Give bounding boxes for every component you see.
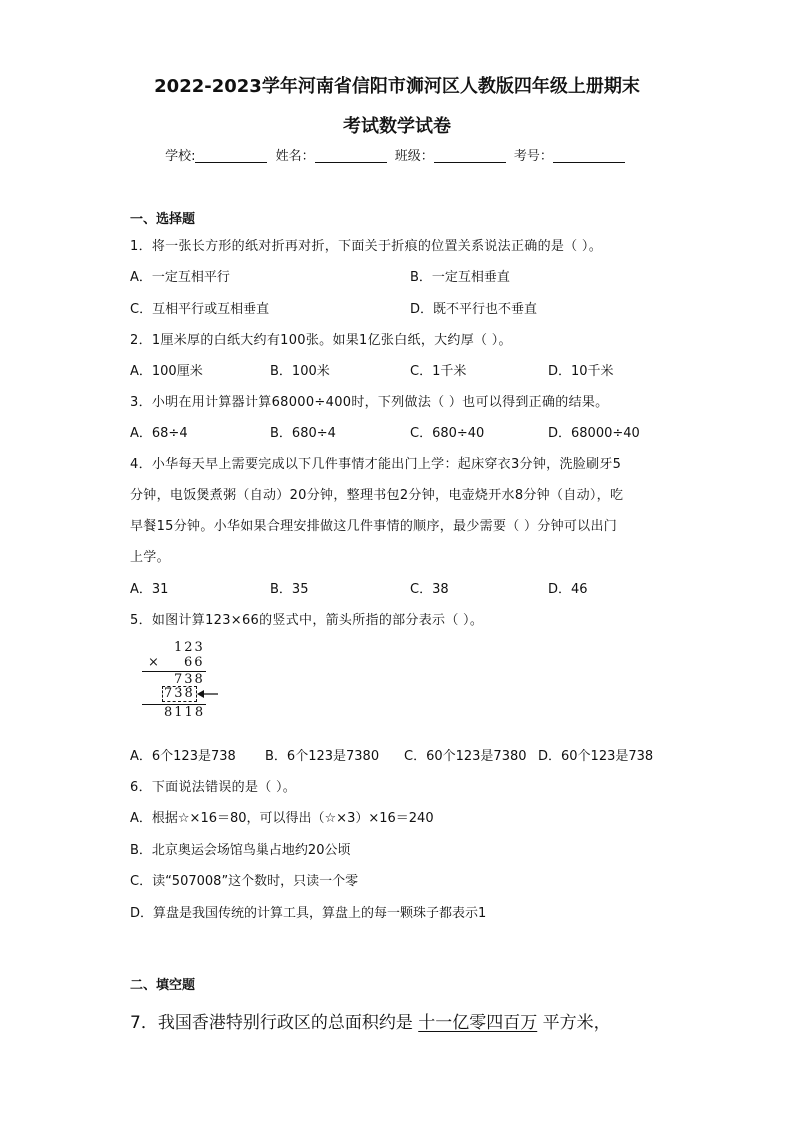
exam-title-line2: 考试数学试卷 (343, 116, 451, 137)
q2-option-a: A．100厘米 (130, 364, 203, 379)
q5-option-b: B．6个123是7380 (265, 749, 380, 764)
q2-option-d: D．10千米 (548, 364, 614, 379)
q3-option-a: A．68÷4 (130, 426, 188, 441)
section-fill-title: 二、填空题 (130, 978, 196, 993)
school-label: 学校: (165, 149, 196, 164)
class-blank (434, 148, 506, 163)
q1-option-a: A．一定互相平行 (130, 270, 230, 285)
calc-partial-2-boxed: 738 (164, 686, 195, 701)
calc-times-sign: × (148, 655, 161, 670)
q7-prefix: 7．我国香港特别行政区的总面积约是 (130, 1013, 413, 1033)
question-4-line2: 分钟，电饭煲煮粥（自动）20分钟，整理书包2分钟，电壶烧开水8分钟（自动），吃 (130, 488, 624, 503)
exam-number-label: 考号： (513, 149, 553, 164)
calc-multiplicand: 123 (174, 640, 205, 655)
name-blank (315, 148, 387, 163)
school-blank (195, 148, 267, 163)
q6-option-a: A．根据☆×16＝80，可以得出（☆×3）×16＝240 (130, 811, 434, 826)
q6-option-c: C．读“507008”这个数时，只读一个零 (130, 874, 359, 889)
calc-multiplier: 66 (184, 655, 205, 670)
question-4-line3: 早餐15分钟。小华如果合理安排做这几件事情的顺序，最少需要（ ）分钟可以出门 (130, 519, 618, 534)
q1-option-c: C．互相平行或互相垂直 (130, 302, 270, 317)
q6-option-d: D．算盘是我国传统的计算工具，算盘上的每一颗珠子都表示1 (130, 906, 487, 921)
q7-suffix: 平方米， (542, 1013, 611, 1033)
question-2: 2．1厘米厚的白纸大约有100张。如果1亿张白纸，大约厚（ ）。 (130, 333, 512, 348)
q3-option-d: D．68000÷40 (548, 426, 640, 441)
exam-title-line1: 2022-2023学年河南省信阳市浉河区人教版四年级上册期末 (154, 76, 640, 97)
q1-option-b: B．一定互相垂直 (410, 270, 510, 285)
q6-option-b: B．北京奥运会场馆鸟巢占地约20公顷 (130, 843, 351, 858)
student-info-row (0, 145, 794, 164)
q5-option-d: D．60个123是738 (538, 749, 654, 764)
calc-result: 8118 (164, 705, 206, 720)
question-6: 6．下面说法错误的是（ ）。 (130, 780, 297, 795)
q4-option-b: B．35 (270, 582, 309, 597)
q2-option-b: B．100米 (270, 364, 330, 379)
arrow-left-icon (197, 688, 219, 700)
vertical-multiplication (140, 638, 220, 724)
q4-option-a: A．31 (130, 582, 169, 597)
question-3: 3．小明在用计算器计算68000÷400时，下列做法（ ）也可以得到正确的结果。 (130, 395, 609, 410)
q3-option-c: C．680÷40 (410, 426, 485, 441)
q7-underlined-number: 十一亿零四百万 (418, 1013, 538, 1033)
exam-number-blank (553, 148, 625, 163)
question-1: 1．将一张长方形的纸对折再对折，下面关于折痕的位置关系说法正确的是（ ）。 (130, 239, 603, 254)
name-label: 姓名： (275, 149, 315, 164)
q4-option-c: C．38 (410, 582, 449, 597)
question-4-line1: 4．小华每天早上需要完成以下几件事情才能出门上学：起床穿衣3分钟，洗脸刷牙5 (130, 457, 622, 472)
class-label: 班级： (394, 149, 434, 164)
section-choice-title: 一、选择题 (130, 212, 196, 227)
q1-option-d: D．既不平行也不垂直 (410, 302, 538, 317)
question-4-line4: 上学。 (130, 550, 170, 565)
q2-option-c: C．1千米 (410, 364, 467, 379)
question-7 (130, 1008, 611, 1033)
q4-option-d: D．46 (548, 582, 588, 597)
q5-option-c: C．60个123是7380 (404, 749, 527, 764)
calc-partial-1: 738 (174, 672, 205, 687)
q5-option-a: A．6个123是738 (130, 749, 236, 764)
question-5: 5．如图计算123×66的竖式中，箭头所指的部分表示（ ）。 (130, 613, 484, 628)
q3-option-b: B．680÷4 (270, 426, 336, 441)
